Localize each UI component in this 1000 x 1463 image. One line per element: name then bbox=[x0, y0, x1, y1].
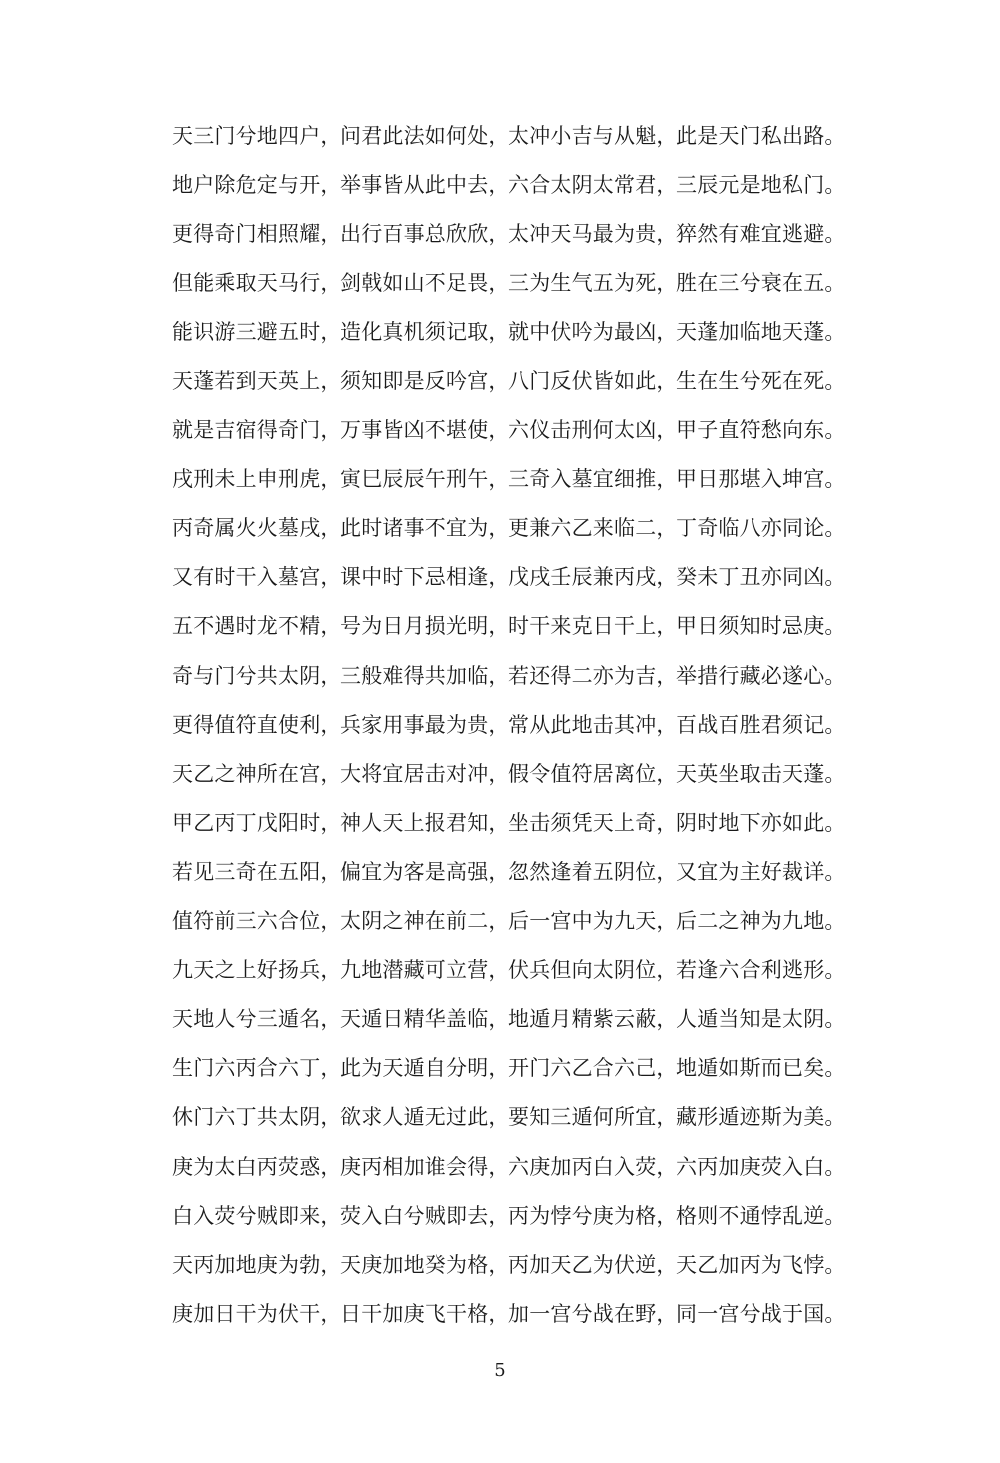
verse-phrase: 八门反伏皆如此， bbox=[508, 369, 678, 394]
verse-phrase: 同一宫兮战于国。 bbox=[676, 1301, 846, 1326]
verse-phrase: 六合太阴太常君， bbox=[508, 172, 678, 197]
verse-phrase: 白入荧兮贼即来， bbox=[172, 1203, 342, 1228]
verse-line bbox=[172, 896, 852, 945]
verse-line bbox=[172, 650, 852, 699]
verse-phrase: 甲日那堪入坤宫。 bbox=[676, 467, 846, 492]
verse-phrase: 更得奇门相照耀， bbox=[172, 221, 342, 246]
verse-phrase: 荧入白兮贼即去， bbox=[340, 1203, 510, 1228]
verse-phrase: 天乙之神所在宫， bbox=[172, 761, 342, 786]
verse-phrase: 戊戌壬辰兼丙戌， bbox=[508, 565, 678, 590]
verse-phrase: 常从此地击其冲， bbox=[508, 712, 678, 737]
verse-phrase: 天蓬若到天英上， bbox=[172, 369, 342, 394]
verse-line bbox=[172, 257, 852, 306]
verse-phrase: 庚加日干为伏干， bbox=[172, 1301, 342, 1326]
verse-phrase: 伏兵但向太阴位， bbox=[508, 958, 678, 983]
verse-phrase: 后一宫中为九天， bbox=[508, 909, 678, 934]
verse-line bbox=[172, 1288, 852, 1337]
verse-line bbox=[172, 699, 852, 748]
verse-line bbox=[172, 1190, 852, 1239]
verse-phrase: 又宜为主好裁详。 bbox=[676, 859, 846, 884]
verse-phrase: 若见三奇在五阳， bbox=[172, 859, 342, 884]
verse-phrase: 又有时干入墓宫， bbox=[172, 565, 342, 590]
verse-phrase: 此为天遁自分明， bbox=[340, 1056, 510, 1081]
verse-line bbox=[172, 454, 852, 503]
verse-phrase: 六仪击刑何太凶， bbox=[508, 418, 678, 443]
verse-phrase: 生在生兮死在死。 bbox=[676, 369, 846, 394]
verse-phrase: 丁奇临八亦同论。 bbox=[676, 516, 846, 541]
verse-phrase: 天英坐取击天蓬。 bbox=[676, 761, 846, 786]
verse-phrase: 天丙加地庚为勃， bbox=[172, 1252, 342, 1277]
verse-line bbox=[172, 1141, 852, 1190]
verse-phrase: 甲日须知时忌庚。 bbox=[676, 614, 846, 639]
verse-phrase: 地户除危定与开， bbox=[172, 172, 342, 197]
verse-phrase: 地遁如斯而已矣。 bbox=[676, 1056, 846, 1081]
verse-line bbox=[172, 601, 852, 650]
verse-phrase: 偏宜为客是高强， bbox=[340, 859, 510, 884]
verse-phrase: 丙奇属火火墓戌， bbox=[172, 516, 342, 541]
verse-line bbox=[172, 552, 852, 601]
verse-phrase: 值符前三六合位， bbox=[172, 909, 342, 934]
verse-phrase: 要知三遁何所宜， bbox=[508, 1105, 678, 1130]
verse-line bbox=[172, 355, 852, 404]
verse-phrase: 此时诸事不宜为， bbox=[340, 516, 510, 541]
verse-phrase: 若还得二亦为吉， bbox=[508, 663, 678, 688]
verse-phrase: 百战百胜君须记。 bbox=[676, 712, 846, 737]
verse-phrase: 甲子直符愁向东。 bbox=[676, 418, 846, 443]
verse-phrase: 三奇入墓宜细推， bbox=[508, 467, 678, 492]
verse-line bbox=[172, 748, 852, 797]
verse-phrase: 更得值符直使利， bbox=[172, 712, 342, 737]
verse-phrase: 庚丙相加谁会得， bbox=[340, 1154, 510, 1179]
verse-phrase: 课中时下忌相逢， bbox=[340, 565, 510, 590]
verse-line bbox=[172, 503, 852, 552]
verse-lines bbox=[172, 110, 852, 1337]
verse-line bbox=[172, 994, 852, 1043]
verse-phrase: 人遁当知是太阴。 bbox=[676, 1007, 846, 1032]
verse-phrase: 太阴之神在前二， bbox=[340, 909, 510, 934]
verse-phrase: 能识游三避五时， bbox=[172, 319, 342, 344]
verse-phrase: 丙为悖兮庚为格， bbox=[508, 1203, 678, 1228]
verse-phrase: 忽然逢着五阴位， bbox=[508, 859, 678, 884]
verse-phrase: 后二之神为九地。 bbox=[676, 909, 846, 934]
verse-phrase: 六庚加丙白入荧， bbox=[508, 1154, 678, 1179]
verse-phrase: 更兼六乙来临二， bbox=[508, 516, 678, 541]
verse-phrase: 天庚加地癸为格， bbox=[340, 1252, 510, 1277]
verse-phrase: 五不遇时龙不精， bbox=[172, 614, 342, 639]
verse-line bbox=[172, 797, 852, 846]
verse-phrase: 问君此法如何处， bbox=[340, 123, 510, 148]
verse-phrase: 天乙加丙为飞悖。 bbox=[676, 1252, 846, 1277]
verse-phrase: 三为生气五为死， bbox=[508, 270, 678, 295]
verse-phrase: 日干加庚飞干格， bbox=[340, 1301, 510, 1326]
verse-phrase: 九天之上好扬兵， bbox=[172, 958, 342, 983]
verse-phrase: 寅巳辰辰午刑午， bbox=[340, 467, 510, 492]
verse-phrase: 出行百事总欣欣， bbox=[340, 221, 510, 246]
verse-phrase: 举措行藏必遂心。 bbox=[676, 663, 846, 688]
verse-phrase: 开门六乙合六己， bbox=[508, 1056, 678, 1081]
verse-phrase: 兵家用事最为贵， bbox=[340, 712, 510, 737]
verse-phrase: 天遁日精华盖临， bbox=[340, 1007, 510, 1032]
verse-phrase: 六丙加庚荧入白。 bbox=[676, 1154, 846, 1179]
verse-phrase: 天地人兮三遁名， bbox=[172, 1007, 342, 1032]
verse-phrase: 三辰元是地私门。 bbox=[676, 172, 846, 197]
verse-phrase: 太冲小吉与从魁， bbox=[508, 123, 678, 148]
verse-phrase: 奇与门兮共太阴， bbox=[172, 663, 342, 688]
verse-phrase: 天蓬加临地天蓬。 bbox=[676, 319, 846, 344]
verse-phrase: 天三门兮地四户， bbox=[172, 123, 342, 148]
verse-phrase: 万事皆凶不堪使， bbox=[340, 418, 510, 443]
verse-phrase: 大将宜居击对冲， bbox=[340, 761, 510, 786]
verse-line bbox=[172, 306, 852, 355]
verse-phrase: 三般难得共加临， bbox=[340, 663, 510, 688]
verse-phrase: 此是天门私出路。 bbox=[676, 123, 846, 148]
verse-phrase: 就中伏吟为最凶， bbox=[508, 319, 678, 344]
verse-phrase: 号为日月损光明， bbox=[340, 614, 510, 639]
verse-phrase: 藏形遁迹斯为美。 bbox=[676, 1105, 846, 1130]
verse-phrase: 猝然有难宜逃避。 bbox=[676, 221, 846, 246]
verse-phrase: 若逢六合利逃形。 bbox=[676, 958, 846, 983]
verse-phrase: 休门六丁共太阴， bbox=[172, 1105, 342, 1130]
verse-phrase: 癸未丁丑亦同凶。 bbox=[676, 565, 846, 590]
verse-line bbox=[172, 846, 852, 895]
verse-phrase: 举事皆从此中去， bbox=[340, 172, 510, 197]
verse-line bbox=[172, 110, 852, 159]
verse-phrase: 欲求人遁无过此， bbox=[340, 1105, 510, 1130]
verse-line bbox=[172, 405, 852, 454]
verse-line bbox=[172, 159, 852, 208]
verse-line bbox=[172, 1092, 852, 1141]
verse-phrase: 生门六丙合六丁， bbox=[172, 1056, 342, 1081]
verse-phrase: 加一宫兮战在野， bbox=[508, 1301, 678, 1326]
verse-phrase: 须知即是反吟宫， bbox=[340, 369, 510, 394]
verse-phrase: 胜在三兮衰在五。 bbox=[676, 270, 846, 295]
verse-phrase: 戌刑未上申刑虎， bbox=[172, 467, 342, 492]
verse-line bbox=[172, 1239, 852, 1288]
verse-phrase: 时干来克日干上， bbox=[508, 614, 678, 639]
verse-phrase: 甲乙丙丁戊阳时， bbox=[172, 810, 342, 835]
verse-phrase: 太冲天马最为贵， bbox=[508, 221, 678, 246]
verse-phrase: 剑戟如山不足畏， bbox=[340, 270, 510, 295]
verse-phrase: 九地潜藏可立营， bbox=[340, 958, 510, 983]
page-number: 5 bbox=[494, 1360, 506, 1381]
verse-line bbox=[172, 208, 852, 257]
verse-phrase: 地遁月精紫云蔽， bbox=[508, 1007, 678, 1032]
verse-phrase: 坐击须凭天上奇， bbox=[508, 810, 678, 835]
verse-phrase: 造化真机须记取， bbox=[340, 319, 510, 344]
verse-line bbox=[172, 945, 852, 994]
verse-phrase: 庚为太白丙荧惑， bbox=[172, 1154, 342, 1179]
verse-phrase: 丙加天乙为伏逆， bbox=[508, 1252, 678, 1277]
verse-phrase: 但能乘取天马行， bbox=[172, 270, 342, 295]
verse-line bbox=[172, 1043, 852, 1092]
verse-phrase: 格则不通悖乱逆。 bbox=[676, 1203, 846, 1228]
verse-phrase: 假令值符居离位， bbox=[508, 761, 678, 786]
verse-phrase: 就是吉宿得奇门， bbox=[172, 418, 342, 443]
verse-phrase: 神人天上报君知， bbox=[340, 810, 510, 835]
verse-phrase: 阴时地下亦如此。 bbox=[676, 810, 846, 835]
